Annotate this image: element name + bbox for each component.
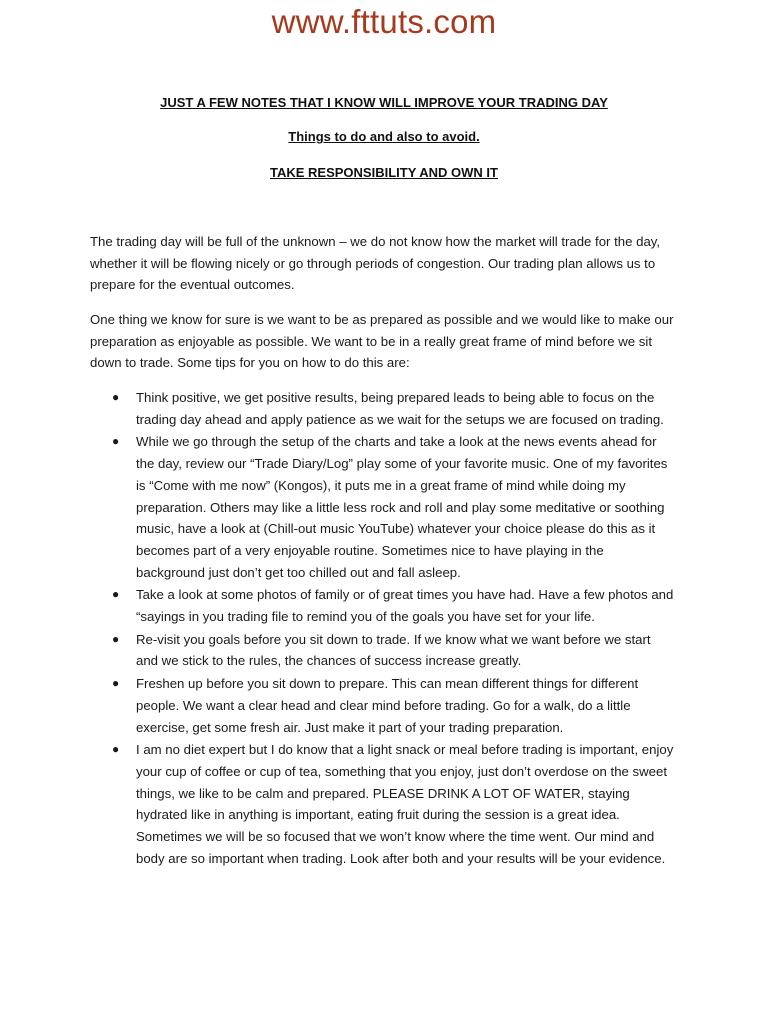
list-item <box>90 629 676 672</box>
bullet-icon: ● <box>112 631 120 646</box>
list-item-text: Take a look at some photos of family or of great times you have had. Have a few photos and “sayings in you trading file to remind you of the goals you have set for your life. <box>136 587 674 625</box>
bullet-icon: ● <box>112 587 120 602</box>
bullet-icon: ● <box>112 434 120 449</box>
bullet-icon: ● <box>112 742 120 757</box>
list-item-text: While we go through the setup of the charts and take a look at the news events ahead for the day, review our “Trade Diary/Log” play some of your favorite music. One of my favorites is “Come with me now” (Kongos), it puts me in a great frame of mind while doing my preparation. Others may like a little less rock and roll and play some meditative or soothing music, have a look at (Chill-out music YouTube) whatever your choice please do this as it becomes part of a very enjoyable routine. Sometimes nice to have playing in the background just don’t get too chilled out and fall asleep. <box>136 434 668 580</box>
preparation-paragraph: One thing we know for sure is we want to be as prepared as possible and we would like to make our preparation as enjoyable as possible. We want to be in a really great frame of mind before we sit down to trade. Some tips for you on how to do this are: <box>90 312 674 371</box>
list-item-text: Think positive, we get positive results, being prepared leads to being able to focus on the trading day ahead and apply patience as we wait for the setups we are focused on trading. <box>136 390 664 427</box>
main-heading: JUST A FEW NOTES THAT I KNOW WILL IMPROVE YOUR TRADING DAY <box>160 95 608 110</box>
list-item <box>90 584 676 627</box>
list-item <box>90 387 676 430</box>
intro-paragraph: The trading day will be full of the unknown – we do not know how the market will trade for the day, whether it will be flowing nicely or go through periods of congestion. Our trading plan allows us to prepare for the eventual outcomes. <box>90 234 661 293</box>
site-url-header[interactable]: www.fttuts.com <box>271 3 497 40</box>
bullet-icon: ● <box>112 390 120 404</box>
bullet-icon: ● <box>112 676 120 691</box>
list-item-text: Re-visit you goals before you sit down to trade. If we know what we want before we start and we stick to the rules, the chances of success increase greatly. <box>136 631 651 669</box>
section-heading: TAKE RESPONSIBILITY AND OWN IT <box>270 165 498 180</box>
list-item-text: Freshen up before you sit down to prepare. This can mean different things for different people. We want a clear head and clear mind before trading. Go for a walk, do a little exercise, get some fresh air. Just make it part of your trading preparation. <box>136 676 639 735</box>
list-item-text: I am no diet expert but I do know that a light snack or meal before trading is important, enjoy your cup of coffee or cup of tea, something that you enjoy, just don’t overdose on the sweet things, we like to be calm and prepared. PLEASE DRINK A LOT OF WATER, staying hydrated like in anything is important, eating fruit during the session is a great idea. Sometimes we will be so focused that we won’t know where the time went. Our mind and body are so important when trading. Look after both and your results will be your evidence. <box>136 742 674 866</box>
list-item <box>90 739 676 869</box>
tips-list <box>90 387 676 870</box>
list-item <box>90 673 676 738</box>
sub-heading: Things to do and also to avoid. <box>288 129 480 144</box>
list-item <box>90 431 676 583</box>
